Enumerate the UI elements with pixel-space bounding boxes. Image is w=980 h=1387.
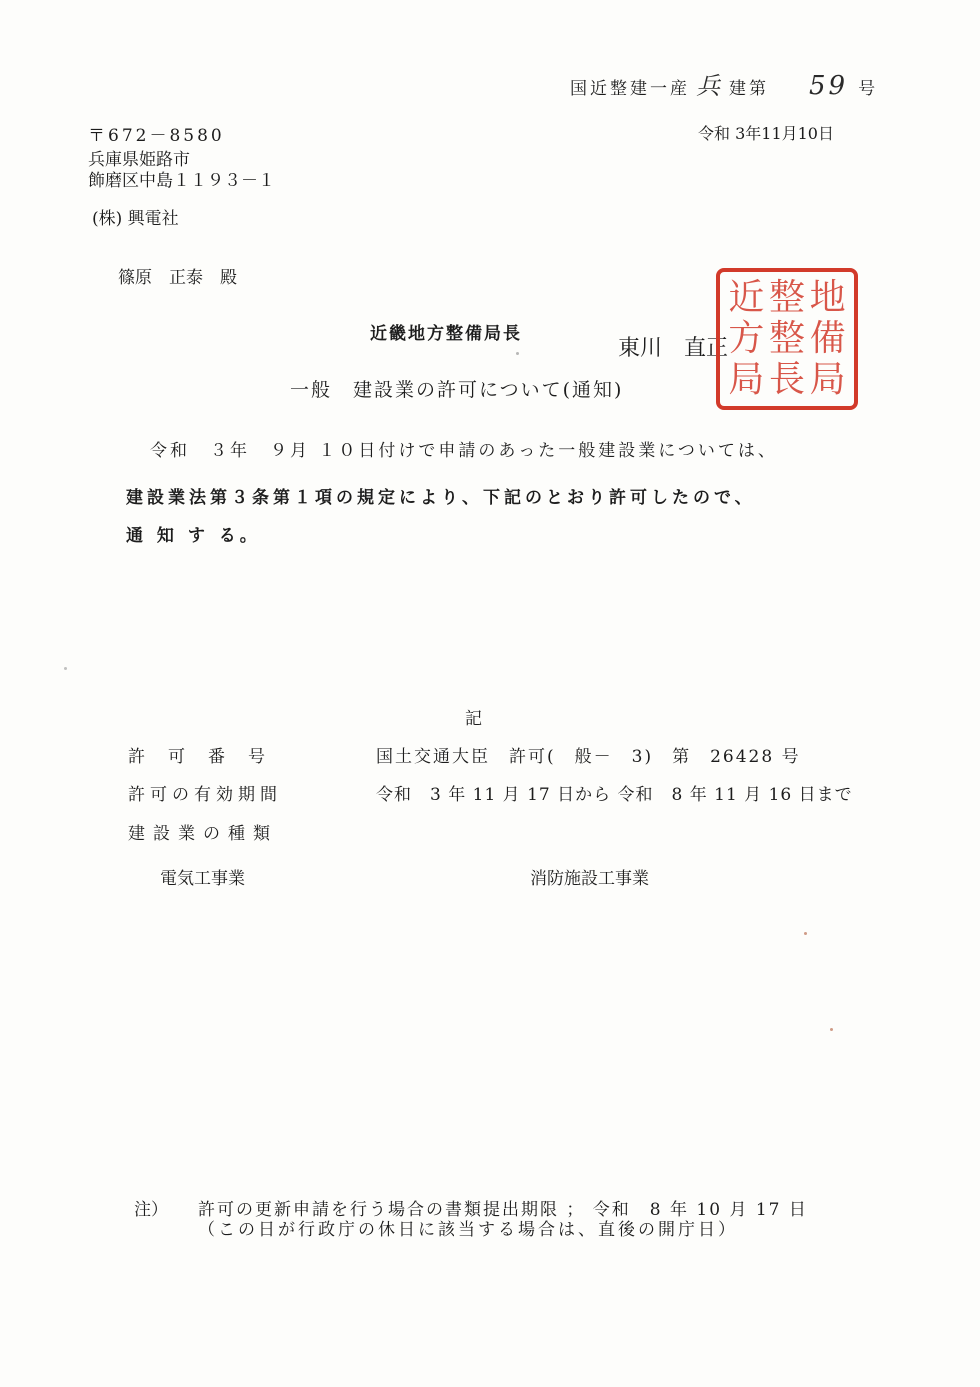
seal-char: 近 [728, 277, 765, 319]
validity-period-value: 令和 3 年 11 月 17 日から 令和 8 年 11 月 16 日まで [376, 785, 853, 805]
body-line-3: 通 知 す る。 [126, 526, 261, 546]
seal-char: 備 [809, 317, 846, 359]
validity-period-label: 許可の有効期間 [128, 785, 282, 805]
permit-number-value: 国土交通大臣 許可( 般－ 3) 第 26428 号 [376, 747, 801, 767]
official-seal [716, 268, 858, 410]
company-name: (株) 興電社 [92, 209, 179, 229]
business-type-item: 電気工事業 [160, 869, 245, 889]
reference-prefix: 国近整建一産 [570, 79, 690, 99]
seal-char: 方 [728, 317, 765, 359]
address-line-2: 飾磨区中島１１９３－１ [88, 171, 275, 191]
scan-speck [516, 352, 519, 355]
reference-handwritten-prefecture: 兵 [696, 72, 723, 100]
note-line-1: 許可の更新申請を行う場合の書類提出期限 ； 令和 8 年 10 月 17 日 [198, 1200, 808, 1220]
reference-number [570, 66, 878, 101]
seal-char: 局 [728, 358, 765, 400]
seal-char: 整 [769, 277, 806, 319]
scan-speck [830, 1028, 833, 1031]
seal-char: 長 [769, 358, 806, 400]
note-label: 注） [134, 1200, 168, 1220]
permit-number-label: 許 可 番 号 [128, 747, 268, 767]
scan-speck [64, 667, 67, 670]
body-line-2: 建設業法第３条第１項の規定により、下記のとおり許可したので、 [126, 488, 756, 508]
note-line-2: （この日が行政庁の休日に該当する場合は、直後の開庁日） [198, 1220, 738, 1240]
sender-office: 近畿地方整備局長 [370, 324, 522, 344]
business-type-item: 消防施設工事業 [530, 869, 649, 889]
scan-speck [804, 932, 807, 935]
reference-suffix: 号 [858, 79, 879, 99]
seal-char: 局 [809, 358, 846, 400]
recipient-name: 篠原 正泰 殿 [118, 268, 237, 288]
seal-char: 地 [809, 277, 846, 319]
address-line-1: 兵庫県姫路市 [88, 150, 190, 170]
postal-code: 〒672－8580 [88, 126, 225, 146]
business-type-label: 建設業の種類 [128, 824, 278, 844]
subject: 一般 建設業の許可について(通知) [290, 379, 624, 401]
reference-mid: 建第 [729, 79, 769, 99]
sender-name: 東川 直正 [618, 336, 729, 361]
reference-handwritten-number: 59 [809, 71, 849, 101]
seal-char: 整 [769, 317, 806, 359]
issue-date: 令和 3年11月10日 [698, 124, 834, 143]
body-line-1: 令和 ３年 ９月 １０日付けで申請のあった一般建設業については、 [150, 441, 778, 461]
ki-heading: 記 [465, 709, 482, 729]
seal-characters [726, 278, 848, 400]
